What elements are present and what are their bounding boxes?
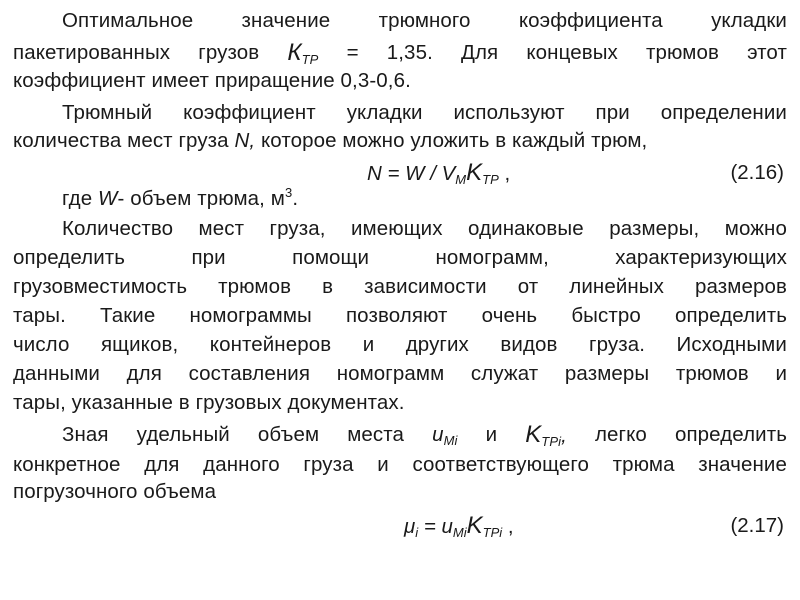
text-word: номограммы (189, 304, 312, 327)
text-word: места (347, 423, 405, 446)
p2-line2: количества мест груза N, которое можно уложить в каждый трюм, (13, 129, 648, 152)
text-word: позволяют (345, 304, 448, 327)
text-word: данными (13, 362, 100, 385)
text-word: трюмов (218, 275, 292, 298)
text-word: от (517, 275, 539, 298)
text-word: пакетированных (13, 41, 171, 64)
text-word: используют (453, 101, 565, 124)
text-word: линейных (569, 275, 664, 298)
text-word: видов (500, 333, 558, 356)
equation-number-2-16: (2.16) (730, 161, 784, 184)
text-word: и (377, 453, 389, 476)
w-symbol: W (98, 187, 118, 210)
text-word: данного (203, 453, 280, 476)
text-word: Для (461, 41, 499, 64)
text-word: этот (747, 41, 787, 64)
text-word: укладки (346, 101, 423, 124)
equation-2-17: $\mu_i = u_{Mi}K_{TPi}$ , (404, 512, 514, 540)
text-word: Зная (62, 423, 109, 446)
text-word: размеров (695, 275, 787, 298)
p3-line3 (13, 274, 787, 300)
text-word: укладки (711, 9, 787, 32)
text-word: помощи (292, 246, 370, 269)
text-word: контейнеров (209, 333, 332, 356)
text-word: и (485, 423, 498, 446)
text-word: Трюмный (62, 101, 153, 124)
p1-line1 (62, 8, 787, 34)
text-word: груза, (269, 217, 326, 240)
text-word: объем (257, 423, 320, 446)
text-word: 1,35. (386, 41, 433, 64)
text-word: и (362, 333, 375, 356)
text-word: можно (724, 217, 787, 240)
p3-line7: тары, указанные в грузовых документах. (13, 391, 405, 414)
text-word: мест (198, 217, 245, 240)
text-word: номограмм (336, 362, 445, 385)
text-word: очень (481, 304, 538, 327)
text-word: соответствующего (412, 453, 589, 476)
text-word: трюма (612, 453, 675, 476)
text-word: значение (698, 453, 787, 476)
p1-line3: коэффициент имеет приращение 0,3-0,6. (13, 69, 411, 92)
text-word: и (775, 362, 787, 385)
text-word: концевых (526, 41, 618, 64)
text-word: трюмов (675, 362, 749, 385)
text-word: число (13, 333, 70, 356)
text-word: тары. (13, 304, 66, 327)
k-tpi-symbol: $K_{TPi}$, (525, 421, 567, 449)
text-word: грузовместимость (13, 275, 188, 298)
p1-line2 (13, 40, 787, 67)
text-word: в (322, 275, 334, 298)
text-word: служат (470, 362, 539, 385)
text-word: коэффициент (183, 101, 316, 124)
text-word: легко (594, 423, 647, 446)
where-line: где W- объем трюма, $м^3$. (62, 185, 299, 210)
text-word: других (405, 333, 469, 356)
equation-2-16: $N = W / V_MK_{TP}$ , (367, 159, 511, 187)
text-word: грузов (198, 41, 260, 64)
text-word: ящиков, (100, 333, 179, 356)
p3-line6 (13, 361, 787, 387)
text-word: для (144, 453, 180, 476)
text-word: определить (13, 246, 126, 269)
text-word: коэффициента (518, 9, 663, 32)
text-word: Исходными (676, 333, 787, 356)
text-word: зависимости (364, 275, 487, 298)
text-word: конкретное (13, 453, 121, 476)
k-tp-symbol: $К_{ТР}$ (287, 39, 319, 67)
text-word: определении (660, 101, 787, 124)
text-word: = (346, 41, 359, 64)
p3-line1 (62, 216, 787, 242)
text-word: имеющих (351, 217, 443, 240)
text-word: при (595, 101, 630, 124)
text-word: удельный (136, 423, 230, 446)
text-word: характеризующих (615, 246, 787, 269)
text-word: одинаковые (468, 217, 584, 240)
text-word: при (191, 246, 226, 269)
equation-number-2-17: (2.17) (730, 514, 784, 537)
p2-line1 (62, 100, 787, 126)
p3-line4 (13, 303, 787, 329)
p4-line1 (62, 422, 787, 449)
text-word: трюмов (646, 41, 719, 64)
p4-line3: погрузочного объема (13, 480, 217, 503)
text-word: для (126, 362, 162, 385)
text-word: значение (241, 9, 331, 32)
text-word: груза. (589, 333, 645, 356)
text-word: размеры (564, 362, 650, 385)
text-word: определить (674, 423, 787, 446)
text-word: Оптимальное (62, 9, 194, 32)
p3-line5 (13, 332, 787, 358)
text-word: размеры, (609, 217, 700, 240)
text-word: Такие (100, 304, 156, 327)
p4-line2 (13, 452, 787, 478)
text-word: составления (188, 362, 311, 385)
text-word: трюмного (378, 9, 471, 32)
n-symbol: N, (234, 129, 256, 152)
text-word: Количество (62, 217, 174, 240)
text-word: груза (303, 453, 354, 476)
text-word: определить (674, 304, 787, 327)
text-word: номограмм, (435, 246, 549, 269)
text-word: быстро (571, 304, 641, 327)
u-mi-symbol: $u_{Mi}$ (432, 423, 458, 448)
p3-line2 (13, 245, 787, 271)
